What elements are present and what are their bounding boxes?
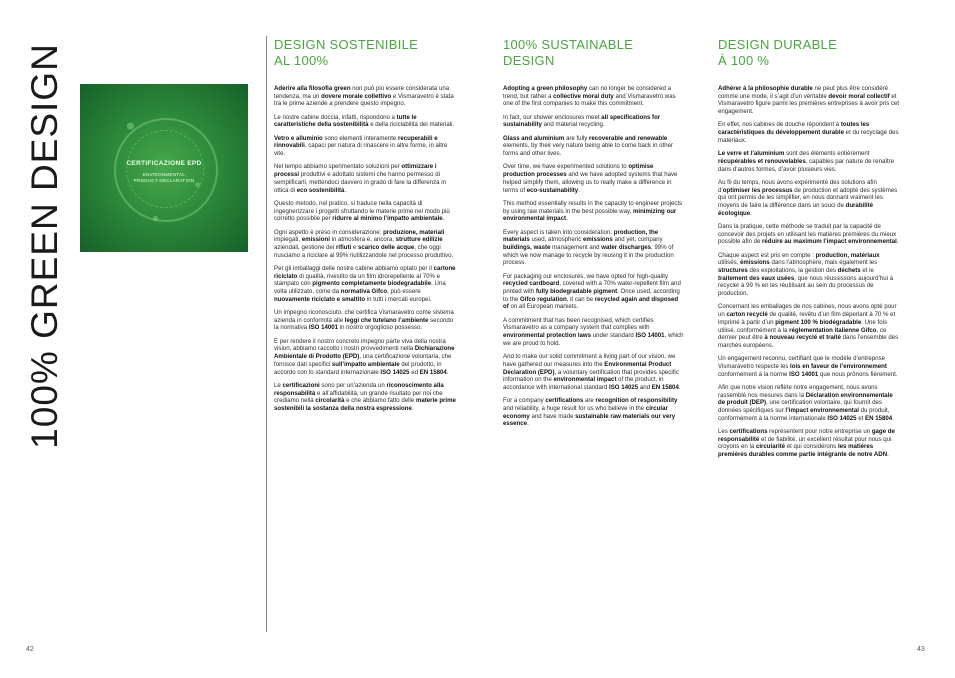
emphasis-text: ISO 14001 [308,324,339,332]
emphasis-text: eco sostenibilità [296,186,345,194]
emphasis-text: ISO 14025 [609,383,639,391]
body-paragraph: A commitment that has been recognised, which certifies Vismaravetro as a company system that complies with environmental protection laws under standard ISO 14001, which we are proud to hold. [503,316,684,347]
emphasis-text: ISO 14001 [635,332,665,340]
body-paragraph: Le nostre cabine doccia, infatti, rispondono a tutte le caratteristiche della sostenibilità e della riciclabilità dei materiali. [274,113,455,129]
emphasis-text: sull’impatto ambientale [331,360,400,368]
body-paragraph: For a company certifications are recognition of responsibility and reliability, a huge result for us who believe in the circular economy and have made sustainable raw materials our very essence. [503,397,678,428]
emphasis-text: EN 15804 [865,414,893,422]
emphasis-text: recognition of responsibility [595,397,678,405]
emphasis-text: circularité [755,443,786,451]
epd-certification-image [80,84,248,252]
emphasis-text: collective moral duty [553,92,614,100]
emphasis-text: Environmental Product Declaration (EPD) [503,360,672,376]
emphasis-text: Aderire alla filosofia green [274,85,351,92]
emphasis-text: Vetro e alluminio [274,134,323,142]
body-paragraph: Chaque aspect est pris en compte : production, matériaux utilisés, émissions dans l’atmosphère, mais également les structures des exploitations, la gestion des déchets et le traitement des eaux usées, que nous réussissons aujourd’hui à recycler à 99 % en les réutilisant au sein du processus de production. [718,251,894,298]
emphasis-text: optimise production processes [503,163,654,179]
emphasis-text: à nouveau recyclé et traité [764,334,841,342]
column-title-line-1: 100% SUSTAINABLE [503,37,634,52]
emphasis-text: certifications [729,428,768,436]
emphasis-text: toutes les caractéristiques du développement durable [718,121,870,137]
column-body [503,85,685,428]
body-paragraph: Glass and aluminium are fully recoverable and renewable elements, by their very nature being able to come back in other forms and other lives. [503,134,674,158]
emphasis-text: strutture edilizie [395,236,443,244]
body-paragraph: Le certificazioni sono per un’azienda un riconoscimento alla responsabilità e all’affidabilità, un grande risultato per noi che crediamo nella circolarità e che abbiamo fatto delle materie prime sostenibili la sostanza della nostra espressione. [274,381,456,412]
body-paragraph: Over time, we have experimented solutions to optimise production processes and we have adopted systems that have helped simplify them, allowing us to really make a difference in terms of eco-sustainability. [503,163,678,194]
emphasis-text: EN 15804 [419,368,447,376]
emphasis-text: optimiser les processus [722,186,793,194]
emphasis-text: Gifco regulation [519,295,567,303]
body-paragraph: In fact, our shower enclosures meet all specifications for sustainability and material recycling. [503,113,661,129]
emphasis-text: certificazioni [282,381,320,389]
column-title-line-1: DESIGN DURABLE [718,37,838,52]
emphasis-text: nuovamente riciclato e smaltito [274,295,366,303]
emphasis-text: scarico delle acque [358,243,415,251]
body-paragraph: Vetro e alluminio sono elementi interamente recuperabili e rinnovabili, capaci per natura di rinascere in altre forme, in altre vite. [274,134,448,158]
emphasis-text: ISO 14025 [827,414,857,422]
body-paragraph: For packaging our enclosures, we have opted for high-quality recycled cardboard, covered with a 70% water-repellent film and printed with fully biodegradable pigment. Once used, according to the Gifco regulation, it can be recycled again and disposed of on all European markets. [503,272,681,311]
body-paragraph: E per rendere il nostro concreto impegno parte viva della nostra vision, abbiamo raccolto i nostri provvedimenti nella Dichiarazione Ambientale di Prodotto (EPD), una certificazione volontaria, che fornisce dati specifici sull’impatto ambientale del prodotto, in accordo con lo standard internazionale ISO 14025 ed EN 15804. [274,337,455,376]
emphasis-text: fully biodegradable pigment [535,288,618,296]
emphasis-text: pigment 100 % biodégradable [775,318,862,326]
emphasis-text: production, the materials [503,228,659,244]
image-title: CERTIFICAZIONE EPD [126,160,202,167]
body-paragraph: Aderire alla filosofia green non può più essere considerata una tendenza, ma un dovere morale collettivo e Vismaravetro è stata tra le prime aziende a prendere questo impegno. [274,85,454,108]
body-paragraph: En effet, nos cabines de douche répondent à toutes les caractéristiques du développement durable et du recyclage des matériaux. [718,121,899,144]
image-subtitle-2: PRODUCT DECLARATION [133,178,195,183]
emphasis-text: l’impact environnemental [785,407,859,415]
body-paragraph: Questo metodo, nel pratico, si traduce nella capacità di ingegnerizzare i progetti sfruttando le materie prime nel modo più corretto possibile per ridurre al minimo l’impatto ambientale. [274,199,450,223]
emphasis-text: materie prime sostenibili la sostanza della nostra espressione [274,397,456,412]
emphasis-text: environmental impact [553,376,617,384]
body-paragraph: And to make our solid commitment a living part of our vision, we have gathered our measures into the Environmental Product Declaration (EPD), a voluntary certification that provides specific information on the environmental impact of the product, in accordance with international standard ISO 14025 and EN 15804. [503,353,681,391]
emphasis-text: Dichiarazione Ambientale di Prodotto (EPD) [274,345,455,361]
emphasis-text: cartone riciclato [274,264,456,280]
emphasis-text: lois en faveur de l’environnement [790,362,887,370]
emphasis-text: circolarità [315,397,345,405]
emphasis-text: déchets [837,267,861,275]
body-paragraph: Ogni aspetto è preso in considerazione: produzione, materiali impiegati, emissioni in atmosfera e, ancora, strutture edilizie aziendali, gestione dei rifiuti e scarico delle acque, che oggi riusciamo a riciclare al 99% riutilizzandole nel processo produttivo. [274,228,454,259]
body-paragraph: Adhérer à la philosophie durable ne peut plus être considéré comme une mode, il s’agit d’un véritable devoir moral collectif et Vismaravetro figure parmi les premières entreprises à avoir pris cet engagement. [718,85,900,116]
emphasis-text: récupérables et renouvelables [718,157,806,165]
column-title [503,37,685,69]
emphasis-text: riconoscimento alla responsabilità [274,381,444,397]
emphasis-text: recycled again and disposed of [503,295,679,311]
body-paragraph: Les certifications représentent pour notre entreprise un gage de responsabilité et de fiabilité, un excellent résultat pour nous qui croyons en la circularité et qui considérons les matières premières durables comme partie intégrante de notre ADN. [718,428,895,459]
body-paragraph: Afin que notre vision reflète notre engagement, nous avons rassemblé nos mesures dans la Déclaration environnementale de produit (DEP), une certification volontaire, qui fournit des données spécifiques sur l’impact environnemental du produit, conformément à la norme internationale ISO 14025 et EN 15804. [718,383,894,422]
body-paragraph: Le verre et l’aluminium sont des éléments entièrement récupérables et renouvelables, capables par nature de renaître dans d’autres formes, d’avoir plusieurs vies. [718,150,895,173]
column-title-line-1: DESIGN SOSTENIBILE [274,37,419,52]
emphasis-text: EN 15804 [651,383,679,391]
column-title-line-2: À 100 % [718,53,770,68]
emphasis-text: Adhérer à la philosophie durable [718,85,813,92]
body-paragraph: Nel tempo abbiamo sperimentato soluzioni per ottimizzare i processi produttivi e adottato sistemi che hanno permesso di semplificarli, mettendoci davvero in grado di fare la differenza in ottica di eco sostenibilità. [274,163,446,194]
body-paragraph: Dans la pratique, cette méthode se traduit par la capacité de concevoir des projets en utilisant les matières premières du mieux possible afin de réduire au maximum l’impact environnemental. [718,222,899,246]
emphasis-text: normativa Gifco [340,288,388,296]
body-paragraph: Un engagement reconnu, certifiant que le modèle d’entreprise Vismaravetro respecte les lois en faveur de l’environnement conformément à la norme ISO 14001 que nous prônons fièrement. [718,355,898,378]
emphasis-text: ottimizzare i processi [274,163,437,179]
emphasis-text: recuperabili e rinnovabili [274,134,438,150]
emphasis-text: circular economy [503,404,668,420]
column-english [503,37,685,434]
column-divider [266,36,267,632]
emphasis-text: environmental protection laws [503,332,592,340]
emphasis-text: certifications [545,397,584,405]
emphasis-text: all specifications for sustainability [503,113,661,129]
emphasis-text: eco-sustainability [526,186,579,194]
column-italian [274,37,456,418]
emphasis-text: minimizing our environmental impact [503,207,677,223]
body-paragraph: Concernant les emballages de nos cabines, nous avons opté pour un carton recyclé de qualité, revêtu d’un film déperlant à 70 % et imprimé à partir d’un pigment 100 % biodégradable. Une fois utilisé, conformément à la réglementation italienne Gifco, ce dernier peut être à nouveau recyclé et traité dans l’ensemble des marchés européens. [718,303,899,349]
emphasis-text: pigmento completamente biodegradabile [312,280,432,288]
emphasis-text: Glass and aluminium [503,134,565,142]
emphasis-text: emissioni [301,236,330,244]
seal-inner-ring-icon [126,130,204,208]
page-number-left: 42 [26,646,34,653]
emphasis-text: Le verre et l’aluminium [718,150,785,158]
emphasis-text: structures [718,267,748,275]
emphasis-text: ISO 14001 [789,370,819,378]
emphasis-text: réglementation italienne Gifco [789,326,877,334]
body-paragraph: Un impegno riconosciuto, che certifica Vismaravetro come sistema azienda in conformità alle leggi che tutelano l’ambiente secondo la normativa ISO 14001 in nostro orgoglioso possesso. [274,309,454,332]
emphasis-text: recoverable and renewable [589,134,668,142]
emphasis-text: ridurre al minimo l’impatto ambientale [332,215,443,223]
body-paragraph: Per gli imballaggi delle nostre cabine abbiamo optato per il cartone riciclato di qualità, rivestito da un film idrorepellente al 70% e stampato con pigmento completamente biodegradabile. Una volta utilizzato, come da normativa Gifco, può essere nuovamente riciclato e smaltito in tutti i mercati europei. [274,264,456,303]
emphasis-text: leggi che tutelano l’ambiente [344,316,429,324]
emphasis-text: production, matériaux [815,251,880,259]
emphasis-text: ISO 14025 [380,368,410,376]
column-title [274,37,456,69]
body-paragraph: Au fil du temps, nous avons expérimenté des solutions afin d’optimiser les processus de production et adopté des systèmes qui ont permis de les simplifier, en nous donnant vraiment les moyens de faire la différence dans un souci de durabilité écologique. [718,178,898,217]
emphasis-text: buildings, waste [503,243,551,251]
emphasis-text: émissions [740,259,770,267]
column-title [718,37,900,69]
column-french [718,37,900,464]
emphasis-text: durabilité écologique [718,201,874,217]
column-body [274,85,456,413]
emphasis-text: réduire au maximum l’impact environnemental [762,238,897,246]
column-body [718,85,900,459]
emphasis-text: Adopting a green philosophy [503,85,588,92]
column-title-line-2: DESIGN [503,53,555,68]
emphasis-text: sustainable raw materials our very essence [503,412,676,428]
body-paragraph: This method essentially results in the capacity to engineer projects by using raw materials in the best possible way, minimizing our environmental impact. [503,199,683,223]
emphasis-text: devoir moral collectif [828,92,890,100]
column-title-line-2: AL 100% [274,53,329,68]
emphasis-text: traitement des eaux usées [718,274,795,282]
emphasis-text: produzione, materiali [383,228,445,236]
image-subtitle-1: ENVIRONMENTAL [142,172,186,177]
emphasis-text: rifiuti [336,243,352,251]
emphasis-text: Déclaration environnementale de produit (DEP) [718,391,893,407]
page-number-right: 43 [917,646,925,653]
vertical-title-text: 100% GREEN DESIGN [24,43,66,449]
emphasis-text: tutte le caratteristiche della sostenibilità [274,113,417,129]
body-paragraph: Adopting a green philosophy can no longer be considered a trend, but rather a collective moral duty and Vismaravetro was one of the first companies to make this commitment. [503,85,676,108]
vertical-title [22,36,68,456]
emphasis-text: les matières premières durables comme partie intégrante de notre ADN [718,443,888,459]
emphasis-text: water discharges [601,243,652,251]
emphasis-text: carton recyclé [726,311,768,319]
body-paragraph: Every aspect is taken into consideration: production, the materials used, atmospheric emissions and yet, company buildings, waste management and water discharges, 99% of which we now manage to recycle by reusing it in the production process. [503,228,674,267]
emphasis-text: emissions [582,236,613,244]
emphasis-text: dovere morale collettivo [321,92,392,100]
emphasis-text: gage de responsabilité [718,428,895,443]
emphasis-text: recycled cardboard [503,280,560,288]
